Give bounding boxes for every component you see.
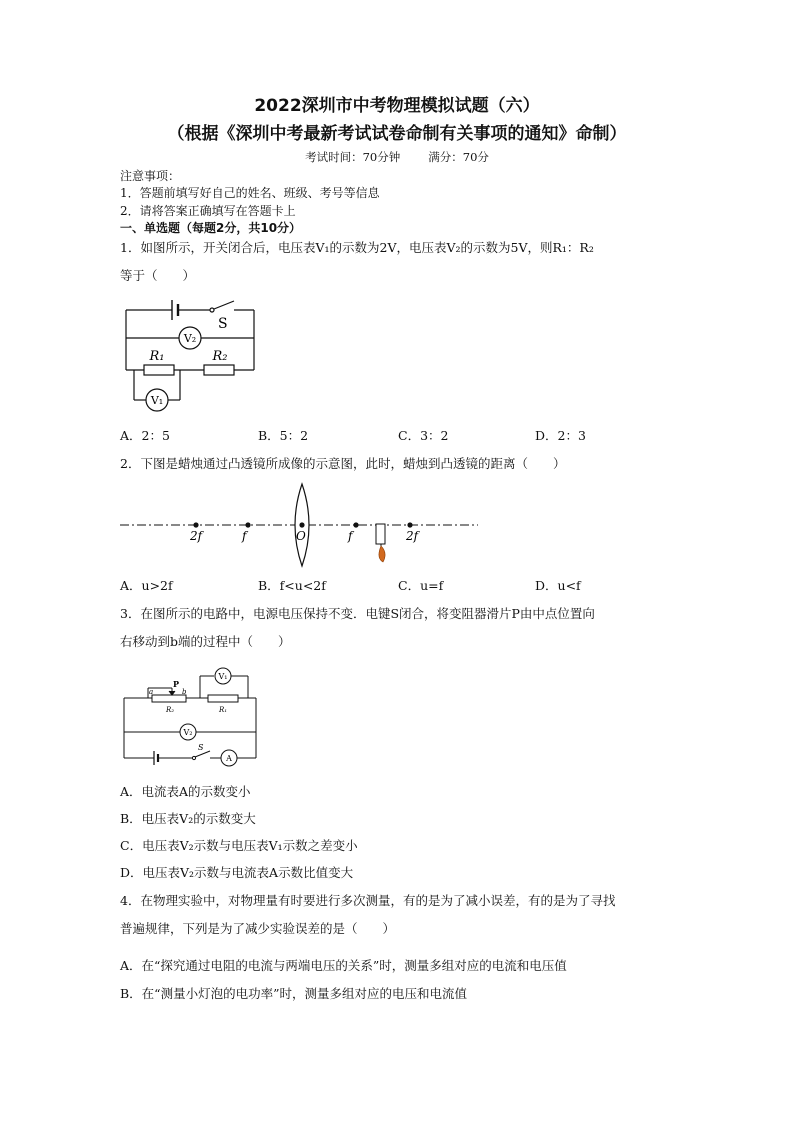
question-3-text-cont: 右移动到b端的过程中（ ） (120, 634, 291, 649)
exam-info (0, 151, 794, 165)
question-4-text: 4．在物理实验中，对物理量有时要进行多次测量，有的是为了减小误差，有的是为了寻找 (120, 893, 616, 908)
question-4-text-cont: 普遍规律，下列是为了减少实验误差的是（ ） (120, 921, 396, 936)
question-1-text-cont: 等于（ ） (120, 268, 196, 283)
q2-option-d[interactable]: D．u<f (535, 578, 581, 593)
page-title: 2022深圳市中考物理模拟试题（六） (254, 96, 540, 116)
q2-option-b[interactable]: B．f<u<2f (258, 578, 326, 593)
q2-option-a[interactable]: A．u>2f (120, 578, 173, 593)
q2-label-f-right: f (348, 529, 353, 543)
q3-label-v2: V₂ (183, 728, 193, 737)
q3-label-ammeter: A (226, 754, 232, 763)
q3-label-v1: V₁ (218, 672, 228, 681)
q3-label-r2: R₂ (165, 706, 175, 714)
q2-label-f-left: f (242, 529, 247, 543)
q2-label-2f-left: 2f (190, 529, 203, 543)
q3-option-d[interactable]: D．电压表V₂示数与电流表A示数比值变大 (120, 865, 354, 880)
q3-option-a[interactable]: A．电流表A的示数变小 (120, 784, 251, 799)
q1-r2-label: R₂ (212, 349, 228, 364)
question-2-lens-diagram (120, 480, 480, 566)
q1-r1-label: R₁ (149, 349, 165, 364)
q1-v1-label: V₁ (150, 394, 164, 407)
q1-option-a[interactable]: A．2：5 (120, 428, 170, 443)
q1-option-b[interactable]: B．5：2 (258, 428, 309, 443)
question-3-text: 3．在图所示的电路中，电源电压保持不变．电键S闭合，将变阻器滑片P由中点位置向 (120, 606, 595, 621)
note-item: 2．请将答案正确填写在答题卡上 (120, 204, 296, 218)
section-heading: 一、单选题（每题2分，共10分） (120, 221, 302, 235)
q2-label-2f-right: 2f (406, 529, 419, 543)
question-1-circuit-diagram (120, 292, 260, 414)
q3-label-a: a (149, 688, 154, 696)
q3-label-s: S (198, 743, 204, 752)
q3-label-r1: R₁ (218, 706, 228, 714)
q4-option-a[interactable]: A．在“探究通过电阻的电流与两端电压的关系”时，测量多组对应的电流和电压值 (120, 958, 567, 973)
q1-switch-label: S (218, 316, 228, 332)
q3-label-p: P (173, 679, 180, 689)
question-3-circuit-diagram (120, 664, 260, 774)
question-2-text: 2．下图是蜡烛通过凸透镜所成像的示意图，此时，蜡烛到凸透镜的距离（ ） (120, 456, 566, 471)
note-item: 1．答题前填写好自己的姓名、班级、考号等信息 (120, 186, 380, 200)
q1-v2-label: V₂ (183, 332, 197, 345)
question-1-text: 1．如图所示，开关闭合后，电压表V₁的示数为2V，电压表V₂的示数为5V，则R₁：R₂ (120, 240, 594, 255)
exam-score: 满分：70分 (428, 150, 489, 164)
q3-label-b: b (182, 688, 187, 696)
q1-option-d[interactable]: D．2：3 (535, 428, 586, 443)
q3-option-b[interactable]: B．电压表V₂的示数变大 (120, 811, 256, 826)
q4-option-b[interactable]: B．在“测量小灯泡的电功率”时，测量多组对应的电压和电流值 (120, 986, 467, 1001)
exam-time: 考试时间：70分钟 (305, 150, 401, 164)
q2-label-o: O (296, 529, 306, 543)
q2-option-c[interactable]: C．u=f (398, 578, 444, 593)
q1-option-c[interactable]: C．3：2 (398, 428, 449, 443)
q3-option-c[interactable]: C．电压表V₂示数与电压表V₁示数之差变小 (120, 838, 358, 853)
page-subtitle: （根据《深圳中考最新考试试卷命制有关事项的通知》命制） (167, 124, 627, 144)
notes-heading: 注意事项： (120, 169, 181, 183)
